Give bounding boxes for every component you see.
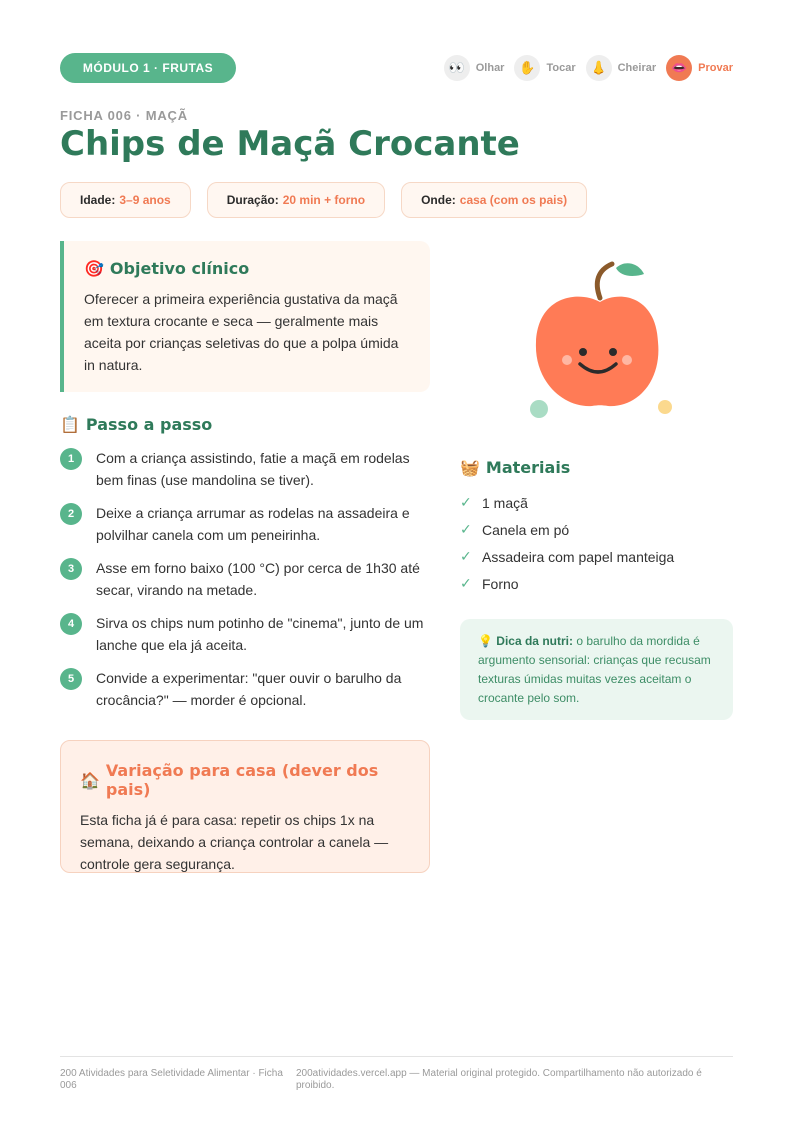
sense-label: Tocar (546, 62, 576, 74)
footer-right: 200atividades.vercel.app — Material original protegido. Compartilhamento não autorizado é proibido. (296, 1068, 702, 1091)
list-item (60, 667, 430, 711)
steps-heading (60, 415, 212, 434)
steps-list (60, 447, 430, 722)
tag-value: casa (com os pais) (459, 193, 568, 207)
step-number: 2 (60, 503, 82, 525)
step-text: Sirva os chips num potinho de "cinema", junto de um lanche que ela já aceita. (96, 615, 424, 653)
step-text: Convide a experimentar: "quer ouvir o barulho da crocância?" — morder é opcional. (96, 670, 402, 708)
material-text: Assadeira com papel manteiga (482, 548, 675, 565)
tag-duration (207, 182, 385, 218)
check-icon: ✓ (460, 548, 472, 564)
apple-icon (520, 258, 680, 423)
list-item (460, 543, 674, 570)
variation-heading (80, 761, 410, 799)
step-number: 3 (60, 558, 82, 580)
sense-look (444, 55, 505, 81)
sense-taste (666, 55, 733, 81)
basket-icon: 🧺 (460, 458, 480, 477)
sense-label: Cheirar (617, 62, 657, 74)
clipboard-icon: 📋 (60, 415, 80, 434)
step-number: 4 (60, 613, 82, 635)
material-text: Canela em pó (482, 521, 570, 538)
sense-label: Provar (698, 62, 733, 74)
lightbulb-icon: 💡 (478, 634, 493, 648)
house-icon: 🏠 (80, 770, 100, 790)
check-icon: ✓ (460, 521, 472, 537)
tag-where (401, 182, 587, 218)
objective-heading (84, 259, 410, 278)
materials-heading (460, 458, 570, 477)
list-item (460, 516, 674, 543)
objective-title: Objetivo clínico (109, 259, 250, 278)
tag-age (60, 182, 191, 218)
materials-title: Materiais (485, 458, 571, 477)
footer-left: 200 Atividades para Seletividade Alimentar · Ficha 006 (60, 1068, 283, 1091)
sheet-kicker: FICHA 006 · MAÇÃ (60, 108, 188, 123)
tag-value: 20 min + forno (282, 193, 366, 207)
tag-label: Idade: (80, 193, 116, 207)
tag-value: 3–9 anos (119, 193, 171, 207)
step-text: Deixe a criança arrumar as rodelas na assadeira e polvilhar canela com um peneirinha. (96, 505, 410, 543)
target-icon: 🎯 (84, 259, 104, 278)
tag-label: Onde: (421, 193, 456, 207)
senses-legend (444, 55, 733, 81)
tag-label: Duração: (226, 193, 279, 207)
list-item (60, 447, 430, 491)
sense-touch (514, 55, 575, 81)
sense-smell (586, 55, 657, 81)
check-icon: ✓ (460, 494, 472, 510)
step-number: 5 (60, 668, 82, 690)
variation-text: Esta ficha já é para casa: repetir os chips 1x na semana, deixando a criança controlar a canela — controle gera segurança. (80, 812, 389, 872)
step-text: Asse em forno baixo (100 °C) por cerca de 1h30 até secar, virando na metade. (96, 560, 420, 598)
footer-divider (60, 1056, 733, 1057)
step-text: Com a criança assistindo, fatie a maçã em rodelas bem finas (use mandolina se tiver). (96, 450, 410, 488)
variation-box (60, 740, 430, 873)
sense-label: Olhar (475, 62, 505, 74)
apple-illustration (520, 258, 680, 423)
material-text: 1 maçã (482, 494, 528, 511)
variation-title: Variação para casa (dever dos pais) (105, 761, 379, 799)
list-item (60, 557, 430, 601)
objective-box (60, 241, 430, 392)
tip-label: Dica da nutri: (496, 634, 573, 648)
info-tags (60, 182, 587, 218)
step-number: 1 (60, 448, 82, 470)
check-icon: ✓ (460, 575, 472, 591)
materials-list (460, 489, 674, 597)
page-title: Chips de Maçã Crocante (60, 124, 520, 164)
list-item (60, 612, 430, 656)
lips-icon: 👄 (666, 55, 692, 81)
list-item (460, 489, 674, 516)
eyes-icon: 👀 (444, 55, 470, 81)
tip-box (460, 619, 733, 720)
module-badge: MÓDULO 1 · FRUTAS (60, 53, 236, 83)
list-item (60, 502, 430, 546)
list-item (460, 570, 674, 597)
steps-title: Passo a passo (85, 415, 213, 434)
tip-text: o barulho da mordida é argumento sensorial: crianças que recusam texturas úmidas muitas vezes aceitam o crocante pelo som. (478, 634, 711, 705)
objective-text: Oferecer a primeira experiência gustativa da maçã em textura crocante e seca — geralmente mais aceita por crianças seletivas do que a polpa úmida in natura. (84, 291, 399, 373)
material-text: Forno (482, 575, 519, 592)
hand-icon: ✋ (514, 55, 540, 81)
nose-icon: 👃 (586, 55, 612, 81)
